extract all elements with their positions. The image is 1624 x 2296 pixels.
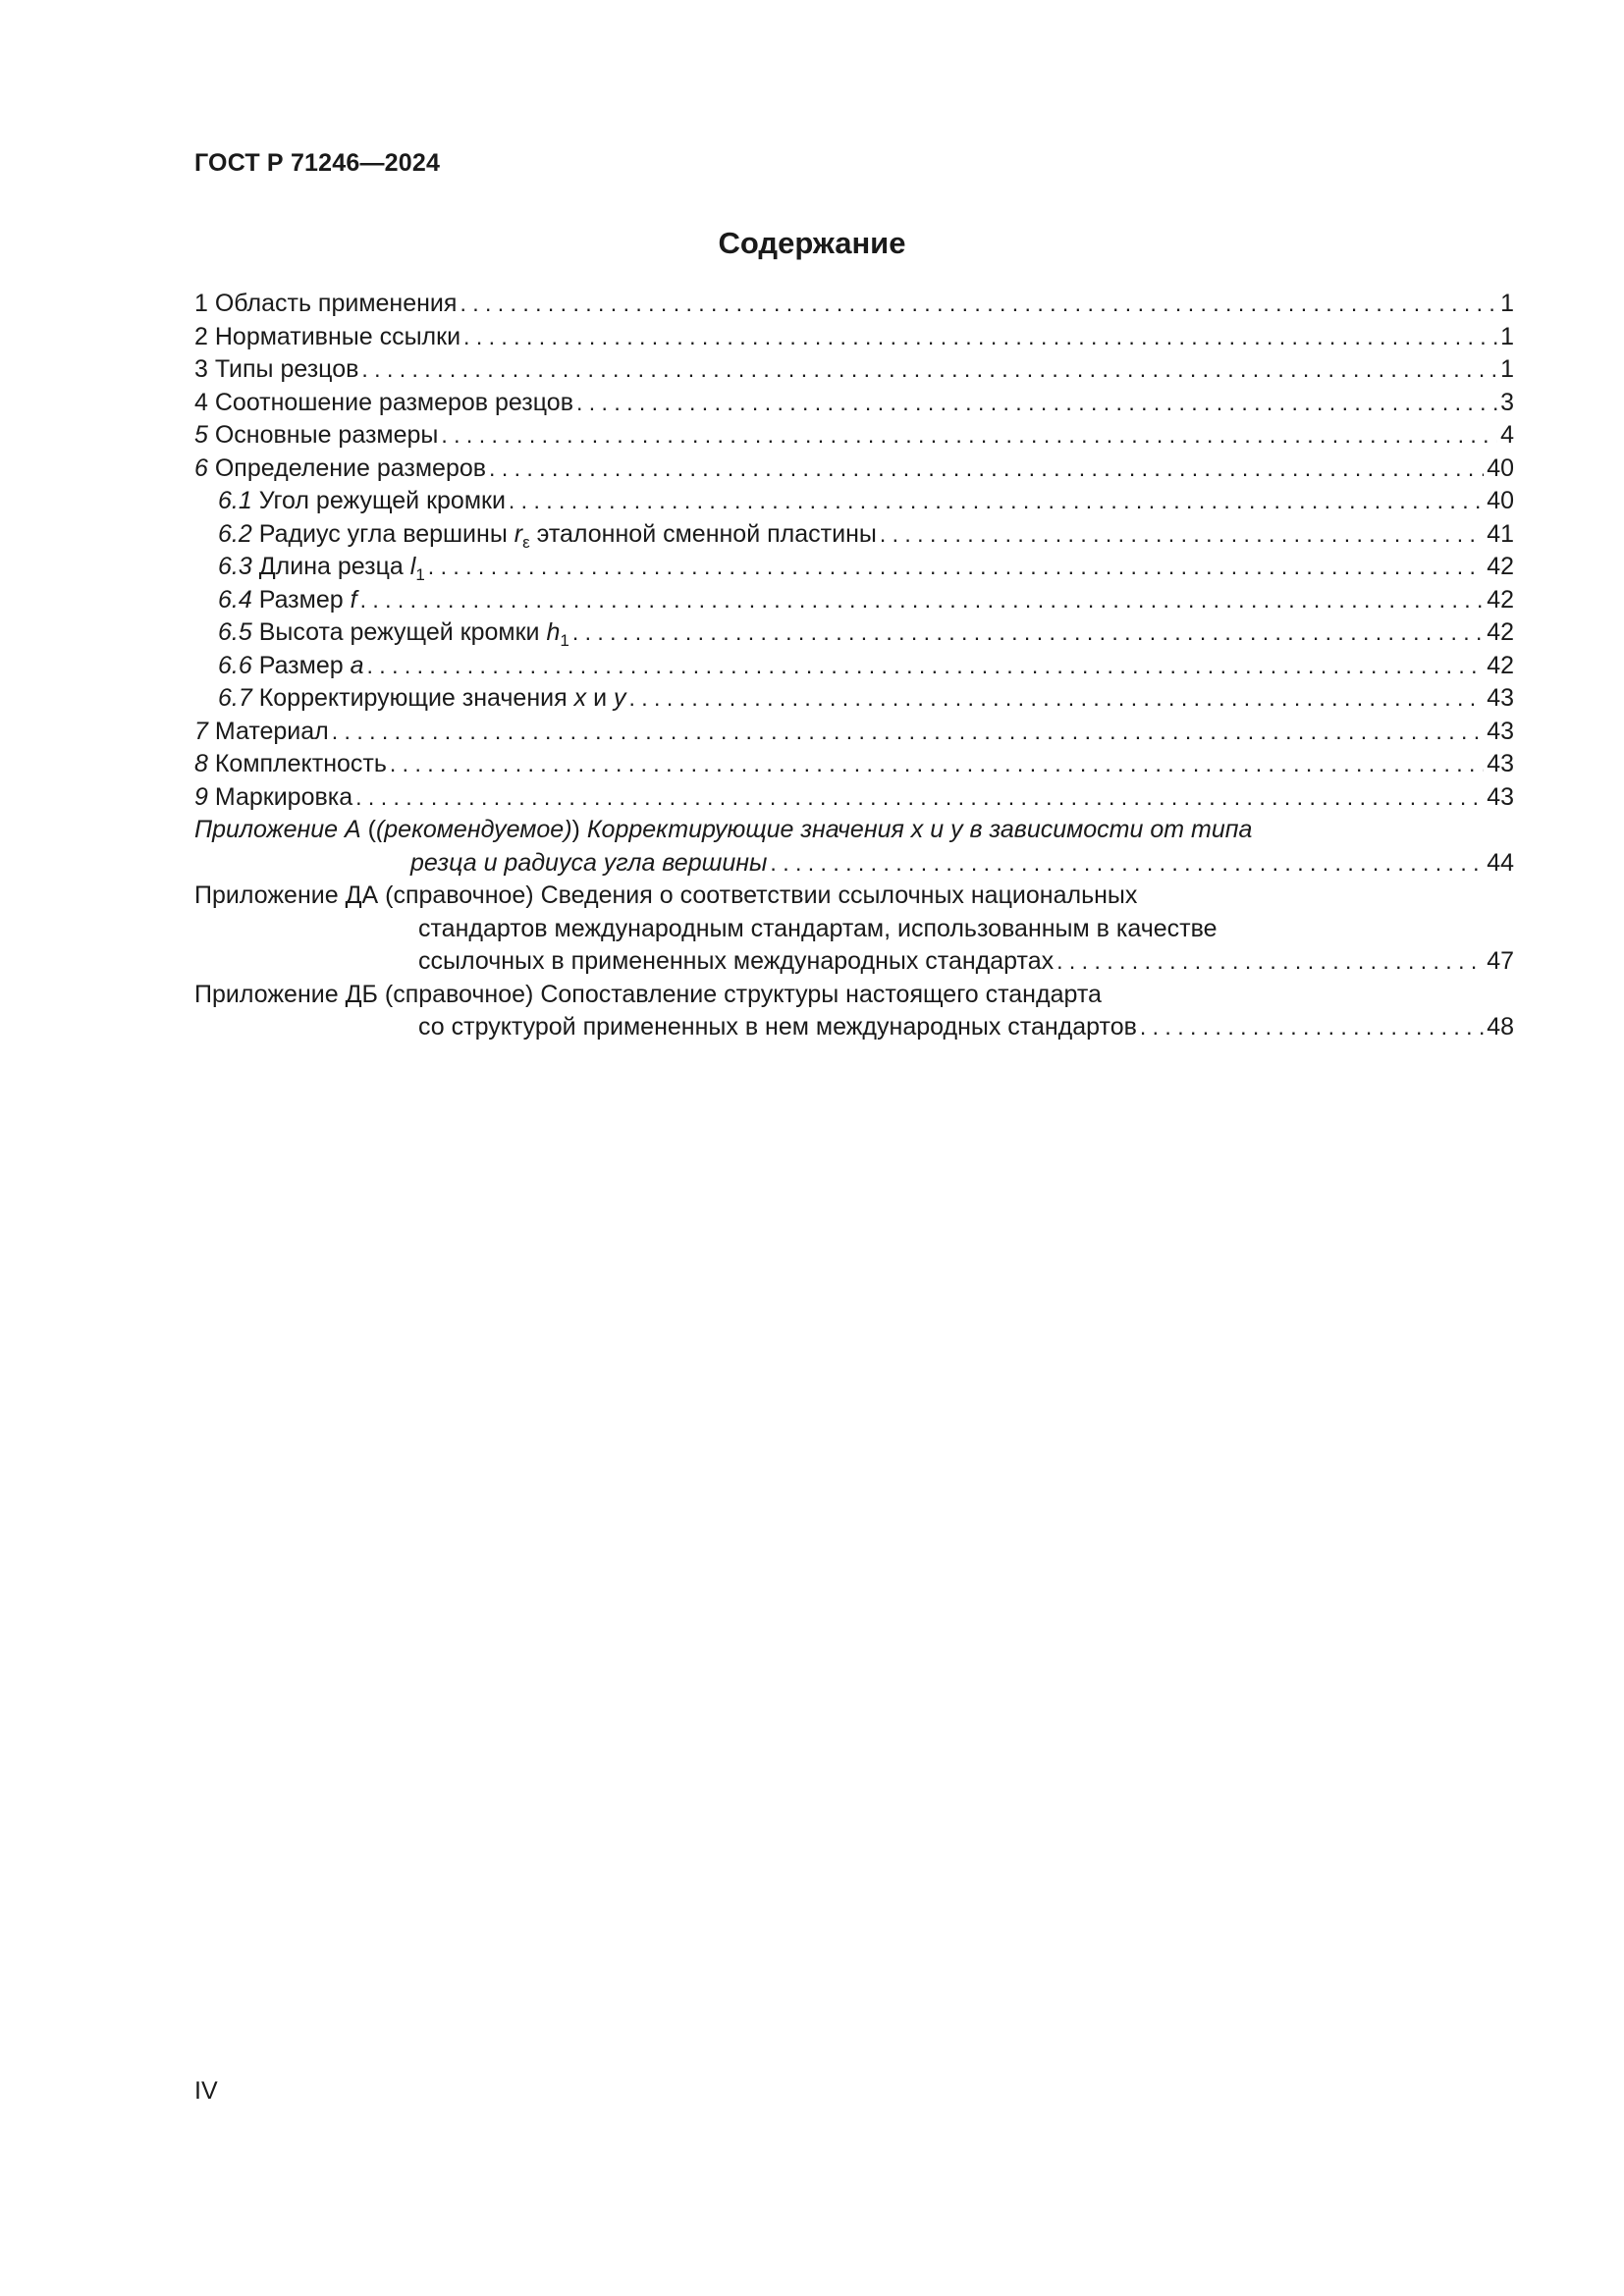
- toc-entry-6-6[interactable]: [194, 650, 1514, 683]
- toc-conjunction: и: [593, 684, 608, 712]
- leader-dots: [1056, 945, 1484, 979]
- toc-entry-6[interactable]: [194, 453, 1514, 486]
- leader-dots: [367, 650, 1485, 683]
- toc-entry-6-3[interactable]: [194, 551, 1514, 584]
- toc-variable-subscript: ε: [522, 532, 530, 552]
- toc-page: 43: [1487, 684, 1514, 712]
- document-code: ГОСТ Р 71246—2024: [194, 149, 441, 177]
- annex-heading-cont: ссылочных в примененных международных стандартах: [418, 947, 1055, 975]
- toc-text: Высота режущей кромки: [258, 618, 540, 646]
- toc-entry-7[interactable]: [194, 716, 1514, 749]
- toc-entry-6-2[interactable]: [194, 518, 1514, 552]
- toc-page: 47: [1487, 947, 1514, 975]
- annex-heading: Корректирующие значения x и y в зависимости от типа: [586, 816, 1253, 843]
- toc-entry-2[interactable]: [194, 321, 1514, 354]
- toc-page: 1: [1500, 290, 1514, 317]
- toc-page: 3: [1500, 388, 1514, 416]
- toc-num: 4: [194, 388, 208, 416]
- toc-variable-2: y: [613, 684, 626, 712]
- toc-variable: x: [573, 684, 587, 712]
- toc-text: Длина резца: [258, 553, 404, 580]
- toc-num: 6: [194, 454, 208, 482]
- toc-text: Угол режущей кромки: [258, 487, 506, 514]
- annex-heading-cont: резца и радиуса угла вершины: [410, 848, 768, 877]
- toc-num: 8: [194, 750, 208, 777]
- toc-annex-a-line1[interactable]: [194, 814, 1514, 847]
- annex-heading-cont: стандартов международным стандартам, использованным в качестве: [418, 914, 1218, 942]
- toc-entry-5[interactable]: [194, 419, 1514, 453]
- toc-entry-8[interactable]: [194, 748, 1514, 781]
- leader-dots: [332, 716, 1484, 749]
- leader-dots: [428, 551, 1484, 584]
- toc-variable-subscript: 1: [560, 631, 569, 650]
- leader-dots: [628, 682, 1484, 716]
- toc-text: Материал: [214, 717, 329, 745]
- toc-variable: r: [514, 519, 523, 548]
- toc-page: 40: [1487, 454, 1514, 482]
- toc-text: Соотношение размеров резцов: [214, 388, 573, 416]
- annex-heading: Сопоставление структуры настоящего стандарта: [540, 980, 1102, 1008]
- leader-dots: [460, 288, 1497, 321]
- leader-dots: [390, 748, 1484, 781]
- toc-num: 6.6: [218, 651, 252, 679]
- toc-text: Нормативные ссылки: [214, 322, 461, 350]
- toc-entry-6-5[interactable]: [194, 616, 1514, 650]
- toc-num: 1: [194, 290, 208, 317]
- toc-text: Основные размеры: [214, 421, 439, 449]
- toc-num: 3: [194, 355, 208, 383]
- toc-text-after: эталонной сменной пластины: [536, 519, 877, 548]
- toc-page: 42: [1487, 651, 1514, 679]
- toc-text: Комплектность: [214, 750, 387, 777]
- toc-entry-1[interactable]: [194, 288, 1514, 321]
- toc-annex-a-line2[interactable]: [194, 847, 1514, 881]
- toc-page: 1: [1500, 322, 1514, 350]
- toc-entry-9[interactable]: [194, 781, 1514, 815]
- annex-title: Приложение А: [194, 816, 361, 843]
- leader-dots: [489, 453, 1484, 486]
- toc-variable-subscript: 1: [415, 565, 425, 584]
- leader-dots: [576, 387, 1497, 420]
- toc-page: 48: [1487, 1013, 1514, 1041]
- toc-text: Размер: [258, 585, 344, 614]
- toc-text: Типы резцов: [214, 355, 359, 383]
- page-number: IV: [194, 2077, 218, 2105]
- toc-text: Размер: [258, 651, 344, 679]
- annex-kind: ((рекомендуемое)): [367, 816, 580, 843]
- toc-page: 40: [1487, 487, 1514, 514]
- toc-entry-6-7[interactable]: [194, 682, 1514, 716]
- toc-annex-db-line1[interactable]: [194, 979, 1514, 1012]
- toc-annex-da-line3[interactable]: [194, 945, 1514, 979]
- annex-title: Приложение ДБ: [194, 980, 378, 1008]
- toc-annex-db-line2[interactable]: [194, 1011, 1514, 1044]
- toc-title: Содержание: [718, 226, 906, 260]
- annex-kind: (справочное): [385, 881, 534, 909]
- toc-num: 5: [194, 421, 208, 449]
- leader-dots: [880, 518, 1484, 552]
- toc-text: Маркировка: [214, 782, 353, 811]
- toc-num: 6.4: [218, 585, 252, 614]
- toc-num: 6.3: [218, 553, 252, 580]
- leader-dots: [360, 584, 1485, 617]
- toc-page: 42: [1487, 618, 1514, 646]
- toc-entry-6-4[interactable]: [194, 584, 1514, 617]
- toc-variable: h: [546, 618, 561, 646]
- toc-page: 42: [1487, 553, 1514, 580]
- toc-num: 7: [194, 717, 208, 745]
- leader-dots: [509, 485, 1484, 518]
- toc-num: 9: [194, 782, 208, 811]
- leader-dots: [770, 847, 1484, 881]
- leader-dots: [572, 616, 1484, 650]
- toc-num: 2: [194, 322, 208, 350]
- leader-dots: [361, 353, 1497, 387]
- annex-heading: Сведения о соответствии ссылочных национальных: [540, 881, 1138, 909]
- toc-variable: f: [350, 585, 357, 614]
- toc-num: 6.7: [218, 684, 252, 712]
- toc-num: 6.2: [218, 519, 252, 548]
- toc-variable: a: [350, 651, 364, 679]
- toc-text: Определение размеров: [214, 454, 487, 482]
- toc-annex-da-line1[interactable]: [194, 880, 1514, 913]
- toc-page: 1: [1500, 355, 1514, 383]
- toc-text: Радиус угла вершины: [258, 519, 508, 548]
- annex-kind: (справочное): [384, 980, 534, 1008]
- toc-page: 43: [1487, 750, 1514, 777]
- toc-page: 4: [1500, 421, 1514, 449]
- leader-dots: [355, 781, 1484, 815]
- leader-dots: [441, 419, 1497, 453]
- annex-heading-cont: со структурой примененных в нем международных стандартов: [418, 1013, 1137, 1041]
- toc-num: 6.1: [218, 487, 252, 514]
- leader-dots: [1140, 1011, 1484, 1044]
- toc-text: Область применения: [214, 290, 458, 317]
- toc-page: 44: [1487, 848, 1514, 877]
- toc-page: 42: [1487, 585, 1514, 614]
- toc-text: Корректирующие значения: [258, 684, 568, 712]
- toc-page: 41: [1487, 519, 1514, 548]
- toc-annex-da-line2[interactable]: [194, 913, 1514, 946]
- toc-entry-3[interactable]: [194, 353, 1514, 387]
- toc-entry-4[interactable]: [194, 387, 1514, 420]
- table-of-contents: [194, 288, 1514, 1044]
- toc-variable: l: [409, 553, 416, 580]
- toc-page: 43: [1487, 717, 1514, 745]
- toc-entry-6-1[interactable]: [194, 485, 1514, 518]
- annex-title: Приложение ДА: [194, 881, 379, 909]
- leader-dots: [463, 321, 1497, 354]
- toc-num: 6.5: [218, 618, 252, 646]
- toc-page: 43: [1487, 782, 1514, 811]
